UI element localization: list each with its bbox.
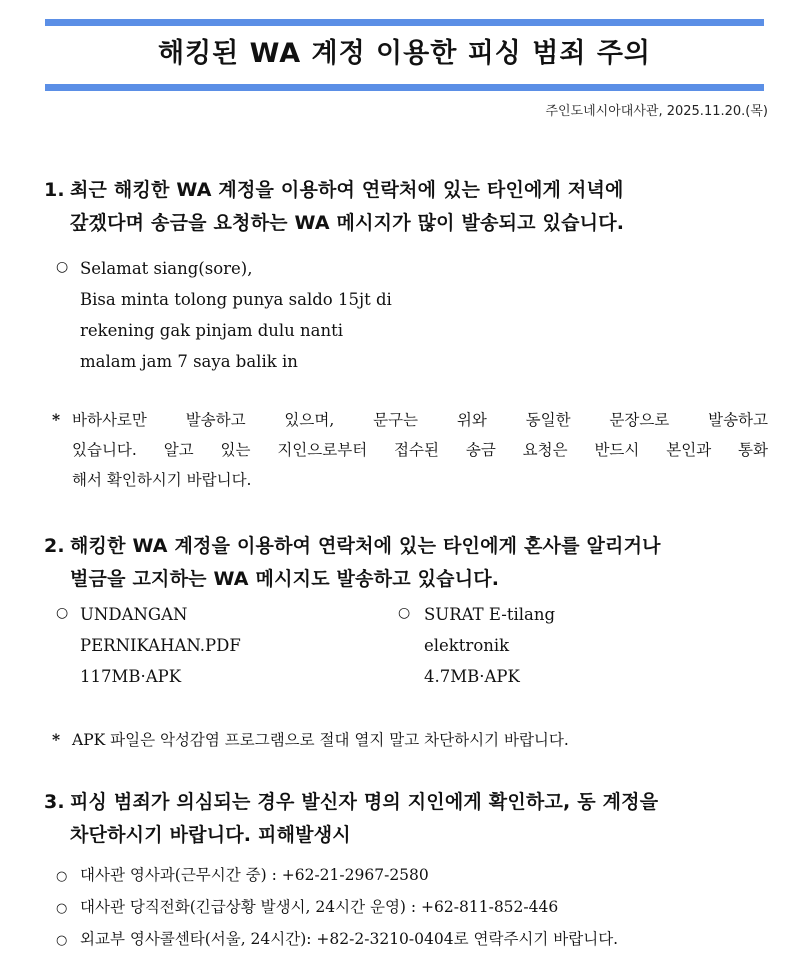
- message-line: rekening gak pinjam dulu nanti: [80, 321, 344, 340]
- section-1-note: [52, 405, 768, 495]
- bullet-circle-icon: ○: [56, 901, 68, 916]
- bullet-circle-icon: ○: [56, 605, 69, 621]
- section-1-number: 1.: [44, 179, 65, 201]
- sample-message: [80, 253, 392, 377]
- contact-list: [56, 860, 618, 956]
- attachment-traffic-ticket: [424, 599, 555, 692]
- section-3-line-1: 피싱 범죄가 의심되는 경우 발신자 명의 지인에게 확인하고, 동 계정을: [70, 791, 659, 813]
- section-1-line-2: 갚겠다며 송금을 요청하는 WA 메시지가 많이 발송되고 있습니다.: [70, 212, 625, 234]
- note-line: 바하사로만 발송하고 있으며, 문구는 위와 동일한 문장으로 발송하고: [72, 411, 768, 429]
- note-line: APK 파일은 악성감염 프로그램으로 절대 열지 말고 차단하시기 바랍니다.: [72, 731, 569, 749]
- file-name: elektronik: [424, 636, 510, 655]
- bullet-circle-icon: ○: [56, 259, 69, 275]
- asterisk-icon: *: [52, 730, 61, 749]
- message-line: malam jam 7 saya balik in: [80, 352, 298, 371]
- contact-call-center: 외교부 영사콜센타(서울, 24시간): +82-2-3210-0404로 연락주시기 바랍니다.: [80, 930, 619, 948]
- section-2-number: 2.: [44, 535, 65, 557]
- file-name: UNDANGAN: [80, 605, 188, 624]
- bullet-circle-icon: ○: [56, 869, 68, 884]
- title-bottom-rule: [45, 84, 764, 91]
- attachment-wedding-invitation: [80, 599, 241, 692]
- bullet-circle-icon: ○: [398, 605, 411, 621]
- list-item: [56, 892, 618, 924]
- section-1-heading: [44, 174, 624, 240]
- issuer-date: 주인도네시아대사관, 2025.11.20.(목): [545, 104, 768, 119]
- bullet-circle-icon: ○: [56, 933, 68, 948]
- section-2-note: [52, 725, 768, 755]
- file-size: 4.7MB·APK: [424, 667, 520, 686]
- page-title: 해킹된 WA 계정 이용한 피싱 범죄 주의: [157, 38, 651, 69]
- asterisk-icon: *: [52, 410, 61, 429]
- note-line: 있습니다. 알고 있는 지인으로부터 접수된 송금 요청은 반드시 본인과 통화: [72, 441, 768, 459]
- message-line: Selamat siang(sore),: [80, 259, 253, 278]
- contact-emergency: 대사관 당직전화(긴급상황 발생시, 24시간 운영) : +62-811-852-446: [80, 898, 559, 916]
- list-item: [56, 860, 618, 892]
- section-3-heading: [44, 786, 658, 852]
- section-2-line-2: 벌금을 고지하는 WA 메시지도 발송하고 있습니다.: [70, 568, 500, 590]
- file-name: SURAT E-tilang: [424, 605, 556, 624]
- file-name: PERNIKAHAN.PDF: [80, 636, 241, 655]
- note-line: 해서 확인하시기 바랍니다.: [72, 471, 252, 489]
- list-item: [56, 924, 618, 956]
- file-size: 117MB·APK: [80, 667, 182, 686]
- section-3-line-2: 차단하시기 바랍니다. 피해발생시: [70, 824, 351, 846]
- message-line: Bisa minta tolong punya saldo 15jt di: [80, 290, 392, 309]
- section-2-heading: [44, 530, 661, 596]
- section-3-number: 3.: [44, 791, 65, 813]
- section-2-line-1: 해킹한 WA 계정을 이용하여 연락처에 있는 타인에게 혼사를 알리거나: [70, 535, 661, 557]
- section-1-line-1: 최근 해킹한 WA 계정을 이용하여 연락처에 있는 타인에게 저녁에: [70, 179, 624, 201]
- contact-consular: 대사관 영사과(근무시간 중) : +62-21-2967-2580: [80, 866, 429, 884]
- title-top-rule: [45, 19, 764, 26]
